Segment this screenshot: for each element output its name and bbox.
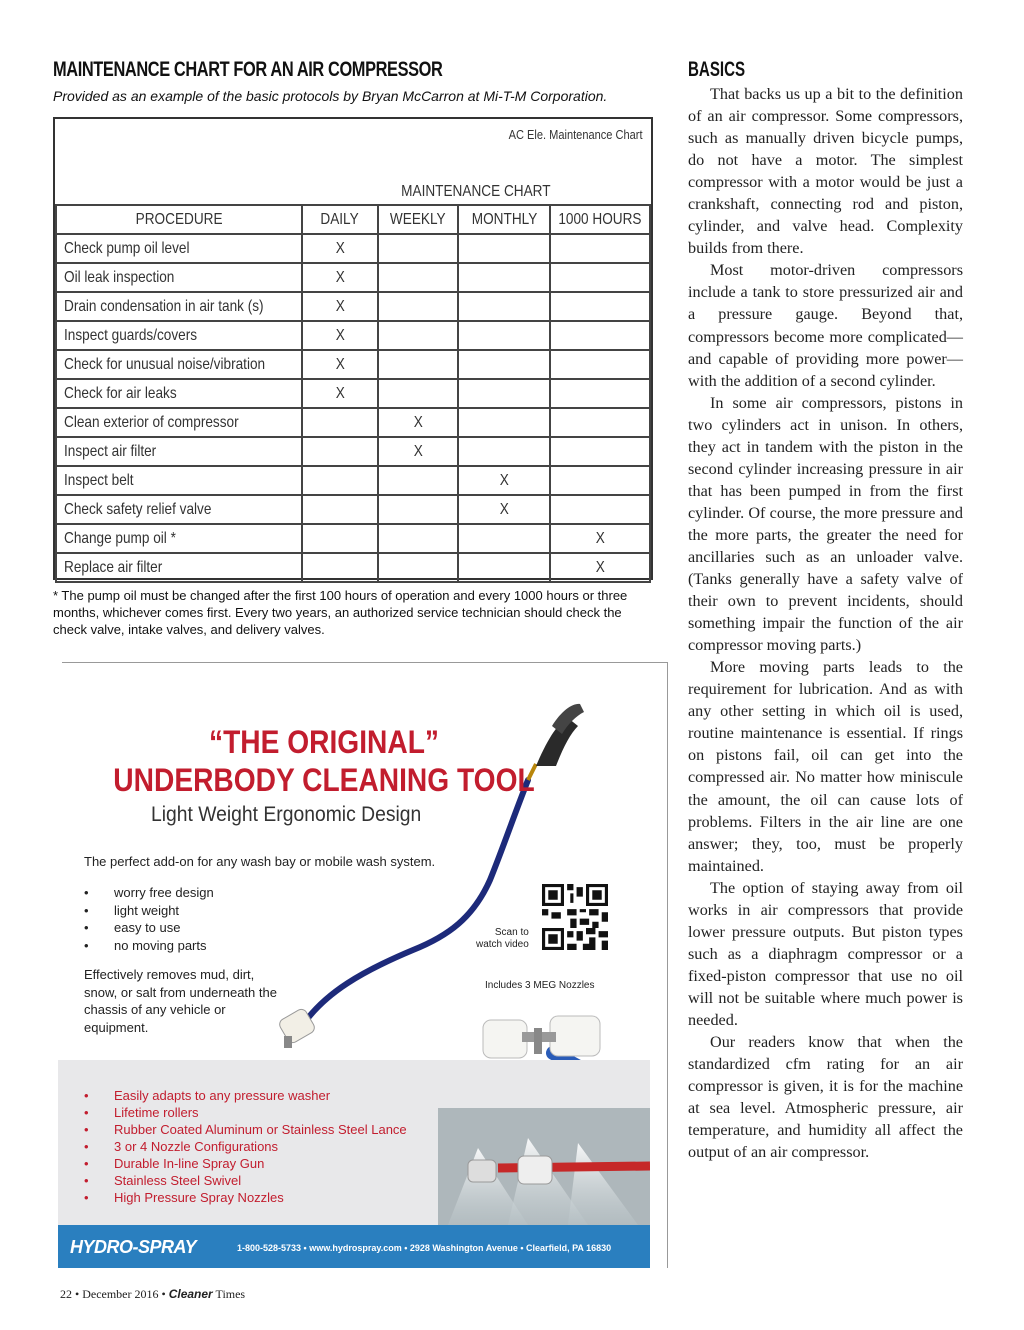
monthly-cell bbox=[458, 321, 550, 350]
chart-subtitle: Provided as an example of the basic protocols by Bryan McCarron at Mi-T-M Corporation. bbox=[53, 88, 608, 104]
weekly-cell bbox=[378, 321, 458, 350]
hydrospray-advertisement bbox=[58, 668, 650, 1268]
monthly-cell: X bbox=[458, 466, 550, 495]
article-paragraph: Most motor-driven compressors include a tank to store pressurized air and a pressure gauge. Beyond that, compressors become more complicated—and capable of providing more power—with the addition of a second cylinder. bbox=[688, 261, 963, 390]
procedure-cell: Inspect belt bbox=[56, 466, 302, 495]
daily-cell: X bbox=[302, 350, 379, 379]
daily-cell: X bbox=[302, 234, 379, 263]
feature-item-secondary: • Lifetime rollers bbox=[84, 1104, 407, 1121]
ad-contact-info[interactable]: 1-800-528-5733 • www.hydrospray.com • 2928 Washington Avenue • Clearfield, PA 16830 bbox=[237, 1243, 612, 1253]
procedure-cell: Drain condensation in air tank (s) bbox=[56, 292, 302, 321]
daily-cell bbox=[302, 437, 379, 466]
procedure-cell: Clean exterior of compressor bbox=[56, 408, 302, 437]
basics-heading: BASICS bbox=[688, 58, 746, 81]
monthly-cell bbox=[458, 379, 550, 408]
chart-title: MAINTENANCE CHART FOR AN AIR COMPRESSOR bbox=[53, 58, 443, 81]
weekly-cell bbox=[378, 292, 458, 321]
col-daily: DAILY bbox=[302, 205, 379, 234]
table-title: MAINTENANCE CHART bbox=[302, 179, 650, 205]
hours-cell: X bbox=[550, 553, 650, 582]
procedure-cell: Check safety relief valve bbox=[56, 495, 302, 524]
feature-item-secondary: • High Pressure Spray Nozzles bbox=[84, 1189, 407, 1206]
monthly-cell bbox=[458, 553, 550, 582]
procedure-cell: Change pump oil * bbox=[56, 524, 302, 553]
feature-item: • worry free design bbox=[84, 884, 214, 902]
hours-cell bbox=[550, 379, 650, 408]
weekly-cell: X bbox=[378, 437, 458, 466]
proc-header-spacer bbox=[56, 179, 302, 205]
article-paragraph: More moving parts leads to the requirement for lubrication. And as with any other setting in which oil is used, routine maintenance is essential. If rings on pistons fail, oil can get into the compressed air. No matter how miniscule the amount, the oil can cause lots of problems. Filters in the air line are one answer; they, too, must be properly maintained. bbox=[688, 658, 963, 875]
hours-cell bbox=[550, 234, 650, 263]
feature-item-secondary: • 3 or 4 Nozzle Configurations bbox=[84, 1138, 407, 1155]
hours-cell bbox=[550, 466, 650, 495]
column-divider bbox=[667, 662, 668, 1268]
feature-item-secondary: • Durable In-line Spray Gun bbox=[84, 1155, 407, 1172]
article-paragraph: The option of staying away from oil works in air compressors that provide lower pressure outputs. But piston types such as a diaphragm compressor or a fixed-piston compressor that use no oil will not be suitable where much power is needed. bbox=[688, 878, 963, 1029]
daily-cell bbox=[302, 466, 379, 495]
article-body bbox=[688, 83, 963, 1163]
ad-removes-text: Effectively removes mud, dirt, snow, or salt from underneath the chassis of any vehicle or equipment. bbox=[84, 967, 277, 1035]
hours-cell bbox=[550, 321, 650, 350]
weekly-cell bbox=[378, 234, 458, 263]
procedure-cell: Inspect air filter bbox=[56, 437, 302, 466]
col-1000-hours: 1000 HOURS bbox=[550, 205, 650, 234]
table-row bbox=[56, 234, 650, 263]
daily-cell bbox=[302, 524, 379, 553]
weekly-cell bbox=[378, 466, 458, 495]
monthly-cell bbox=[458, 408, 550, 437]
feature-item-secondary: • Easily adapts to any pressure washer bbox=[84, 1087, 407, 1104]
col-monthly: MONTHLY bbox=[458, 205, 550, 234]
daily-cell bbox=[302, 495, 379, 524]
daily-cell bbox=[302, 553, 379, 582]
ad-features bbox=[84, 884, 214, 954]
ad-headline-tool: UNDERBODY CLEANING TOOL bbox=[113, 762, 535, 798]
ad-subhead: Light Weight Ergonomic Design bbox=[151, 803, 422, 826]
table-row bbox=[56, 553, 650, 582]
monthly-cell bbox=[458, 350, 550, 379]
procedure-cell: Oil leak inspection bbox=[56, 263, 302, 292]
table-row bbox=[56, 437, 650, 466]
ad-intro: The perfect add-on for any wash bay or mobile wash system. bbox=[84, 854, 436, 869]
spray-nozzle-photo bbox=[438, 1108, 650, 1225]
ad-features-secondary bbox=[84, 1087, 407, 1206]
feature-item: • easy to use bbox=[84, 919, 214, 937]
article-paragraph: That backs us up a bit to the definition of an air compressor. Some compressors, such as manually driven bicycle pumps, do not have a motor. The simplest compressor with a motor would be just a crankshaft, connecting rod and piston, cylinder, and valve head. Complexity builds from there. bbox=[688, 85, 963, 258]
hours-cell bbox=[550, 495, 650, 524]
chart-footnote: * The pump oil must be changed after the first 100 hours of operation and every 1000 hours or three months, whichever comes first. Every two years, an authorized service technician should check the check valve, intake valves, and delivery valves. bbox=[53, 588, 628, 637]
article-paragraph: In some air compressors, pistons in two cylinders act in unison. In others, they act in tandem with the piston in the second cylinder increasing pressure in air that has been pumped in from the first cylinder. Of course, the more pressure and the more parts, the greater the need for ancillaries such as an unloader valve. (Tanks generally have a safety valve of their own to prevent incidents, should something impair the function of the air compressor moving parts.) bbox=[688, 393, 963, 655]
maintenance-table bbox=[53, 117, 653, 580]
monthly-cell bbox=[458, 437, 550, 466]
procedure-cell: Check for unusual noise/vibration bbox=[56, 350, 302, 379]
table-corner-label: AC Ele. Maintenance Chart bbox=[509, 127, 643, 142]
feature-item-secondary: • Rubber Coated Aluminum or Stainless Steel Lance bbox=[84, 1121, 407, 1138]
col-weekly: WEEKLY bbox=[378, 205, 458, 234]
hours-cell bbox=[550, 292, 650, 321]
hours-cell bbox=[550, 263, 650, 292]
maintenance-grid bbox=[55, 179, 651, 583]
monthly-cell: X bbox=[458, 495, 550, 524]
procedure-cell: Check for air leaks bbox=[56, 379, 302, 408]
hours-cell: X bbox=[550, 524, 650, 553]
weekly-cell bbox=[378, 553, 458, 582]
monthly-cell bbox=[458, 234, 550, 263]
weekly-cell bbox=[378, 495, 458, 524]
weekly-cell bbox=[378, 524, 458, 553]
procedure-cell: Inspect guards/covers bbox=[56, 321, 302, 350]
table-row bbox=[56, 292, 650, 321]
weekly-cell: X bbox=[378, 408, 458, 437]
table-row bbox=[56, 321, 650, 350]
feature-item: • no moving parts bbox=[84, 937, 214, 955]
article-paragraph: Our readers know that when the standardized cfm rating for an air compressor is given, it is for the machine at sea level. Atmospheric pressure, air temperature, and humidity all affect the output of an air compressor. bbox=[688, 1033, 963, 1162]
daily-cell bbox=[302, 408, 379, 437]
feature-item-secondary: • Stainless Steel Swivel bbox=[84, 1172, 407, 1189]
qr-code-icon[interactable] bbox=[542, 884, 608, 950]
table-row bbox=[56, 263, 650, 292]
page-footer: 22 • December 2016 • Cleaner Times bbox=[60, 1287, 246, 1301]
daily-cell: X bbox=[302, 379, 379, 408]
table-row bbox=[56, 495, 650, 524]
hours-cell bbox=[550, 437, 650, 466]
table-row bbox=[56, 466, 650, 495]
col-procedure: PROCEDURE bbox=[56, 205, 302, 234]
section-divider bbox=[62, 662, 668, 663]
table-row bbox=[56, 350, 650, 379]
procedure-cell: Check pump oil level bbox=[56, 234, 302, 263]
monthly-cell bbox=[458, 292, 550, 321]
hours-cell bbox=[550, 408, 650, 437]
feature-item: • light weight bbox=[84, 902, 214, 920]
hydrospray-logo: HYDRO-SPRAY bbox=[70, 1237, 197, 1257]
procedure-cell: Replace air filter bbox=[56, 553, 302, 582]
monthly-cell bbox=[458, 263, 550, 292]
table-row bbox=[56, 379, 650, 408]
weekly-cell bbox=[378, 350, 458, 379]
daily-cell: X bbox=[302, 292, 379, 321]
monthly-cell bbox=[458, 524, 550, 553]
weekly-cell bbox=[378, 263, 458, 292]
includes-nozzles: Includes 3 MEG Nozzles bbox=[485, 980, 595, 991]
weekly-cell bbox=[378, 379, 458, 408]
table-row bbox=[56, 524, 650, 553]
scan-to-watch: Scan to watch video bbox=[476, 927, 529, 950]
ad-headline-original: “THE ORIGINAL” bbox=[209, 724, 439, 760]
hours-cell bbox=[550, 350, 650, 379]
table-row bbox=[56, 408, 650, 437]
daily-cell: X bbox=[302, 321, 379, 350]
daily-cell: X bbox=[302, 263, 379, 292]
magazine-logo: Cleaner bbox=[168, 1287, 213, 1301]
